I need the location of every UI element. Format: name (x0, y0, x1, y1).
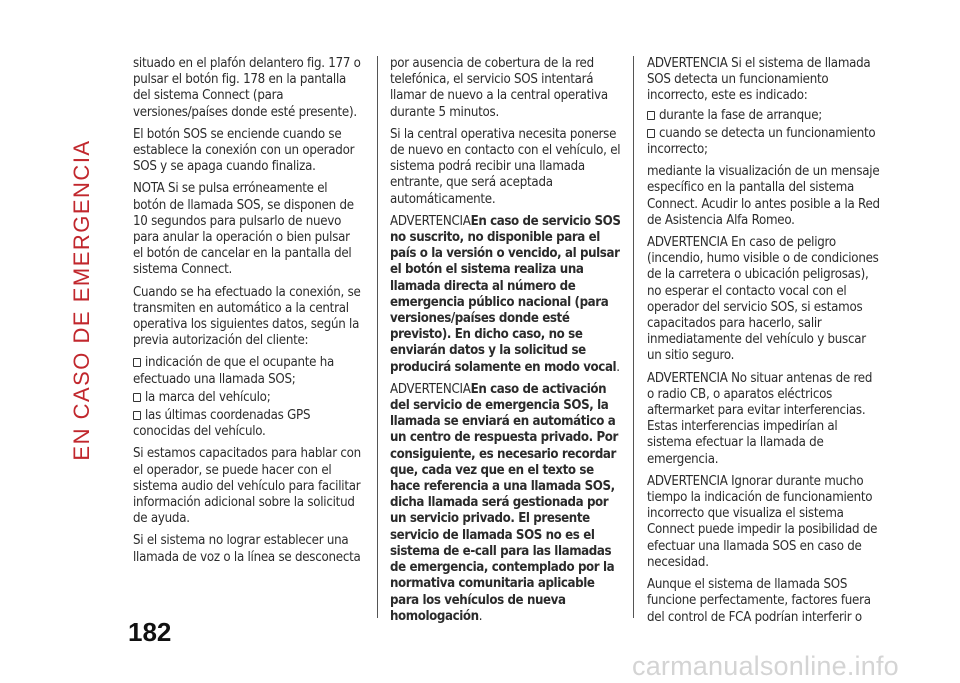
warning-text: En caso de activación del servicio de emergencia SOS, la llamada se enviará en automático a un centro de respuesta privado. Por consiguiente, es necesario recordar que, cada vez que en el texto se hace referencia a una llamada SOS, dicha llamada será gestionada por un servicio privado. El presente servicio de llamada SOS no es el sistema de e-call para las llamadas de emergencia, contemplado por la normativa comunitaria aplicable para los vehículos de nueva homologación (390, 381, 618, 624)
checkbox-bullet-icon (133, 358, 141, 367)
warning-end: . (478, 608, 483, 624)
warning-end: . (616, 359, 620, 375)
paragraph: mediante la visualización de un mensaje específico en la pantalla del sistema Connect. Acudir lo antes posible a la Red de Asistencia Alfa Romeo. (647, 164, 880, 228)
warning-paragraph: ADVERTENCIA Ignorar durante mucho tiempo la indicación de funcionamiento incorrecto que visualiza el sistema Connect puede impedir la posibilidad de efectuar una llamada SOS en caso de necesidad. (647, 473, 878, 570)
paragraph: situado en el plafón delantero fig. 177 o pulsar el botón fig. 178 en la pantalla del sistema Connect (para versiones/países donde esté presente). (133, 56, 361, 120)
warning-label: ADVERTENCIA (390, 213, 471, 229)
watermark: carmanualsonline.info (632, 651, 899, 681)
paragraph: Cuando se ha efectuado la conexión, se transmiten en automático a la central operativa los siguientes datos, según la previa autorización del cliente: (133, 284, 361, 349)
checkbox-bullet-icon (133, 411, 141, 420)
checkbox-bullet-icon (133, 393, 141, 402)
column-2 (390, 56, 622, 631)
checkbox-bullet-icon (647, 129, 655, 138)
bullet-list (647, 108, 881, 159)
warning-block (390, 382, 622, 625)
column-3 (647, 56, 881, 632)
paragraph: Si el sistema no lograr establecer una llamada de voz o la línea se desconecta (133, 533, 361, 565)
list-item (133, 408, 363, 440)
paragraph: El botón SOS se enciende cuando se establece la conexión con un operador SOS y se apaga cuando finaliza. (133, 126, 355, 175)
paragraph: Aunque el sistema de llamada SOS funcione perfectamente, factores fuera del control de FCA podrían interferir o (647, 577, 871, 625)
list-item-text: la marca del vehículo; (145, 389, 271, 405)
warning-label: ADVERTENCIA (390, 381, 471, 397)
list-item-text: las últimas coordenadas GPS conocidas del vehículo. (133, 408, 311, 440)
warning-text: En caso de servicio SOS no suscrito, no disponible para el país o la versión o vencido, al pulsar el botón el sistema realiza una llamada directa al número de emergencia público nacional (para versiones/países donde esté previsto). En dicho caso, no se enviarán datos y la solicitud se producirá solamente en modo vocal (390, 213, 621, 375)
column-divider (377, 56, 378, 618)
warning-block (390, 214, 622, 376)
paragraph: Si la central operativa necesita ponerse de nuevo en contacto con el vehículo, el sistema podrá recibir una llamada entrante, que será aceptada automáticamente. (390, 126, 621, 207)
warning-paragraph: ADVERTENCIA No situar antenas de red o radio CB, o aparatos eléctricos aftermarket para evitar interferencias. Estas interferencias impedirían al sistema efectuar la llamada de emergencia. (647, 370, 873, 467)
bullet-list (133, 355, 363, 440)
column-divider (633, 56, 634, 618)
page-number: 182 (128, 617, 172, 647)
list-item-text: durante la fase de arranque; (659, 107, 823, 123)
list-item (133, 390, 363, 406)
warning-paragraph: ADVERTENCIA Si el sistema de llamada SOS detecta un funcionamiento incorrecto, este es indicado: (647, 56, 871, 104)
list-item-text: indicación de que el ocupante ha efectuado una llamada SOS; (133, 355, 335, 387)
warning-paragraph: ADVERTENCIA En caso de peligro (incendio, humo visible o de condiciones de la carretera o ubicación peligrosas), no esperar el contacto vocal con el operador del servicio SOS, si estamos capacitados para hacerlo, salir inmediatamente del vehículo y buscar un sitio seguro. (647, 235, 879, 364)
note-paragraph: NOTA Si se pulsa erróneamente el botón de llamada SOS, se disponen de 10 segundos para pulsarlo de nuevo para anular la operación o bien pulsar el botón de cancelar en la pantalla del sistema Connect. (133, 181, 354, 278)
list-item-text: cuando se detecta un funcionamiento incorrecto; (647, 125, 876, 158)
paragraph: Si estamos capacitados para hablar con el operador, se puede hacer con el sistema audio del vehículo para facilitar información adicional sobre la solicitud de ayuda. (133, 446, 361, 527)
list-item (647, 108, 881, 124)
list-item (647, 126, 881, 158)
paragraph: por ausencia de cobertura de la red telefónica, el servicio SOS intentará llamar de nuevo a la central operativa durante 5 minutos. (390, 56, 608, 120)
section-title-text: EN CASO DE EMERGENCIA (69, 139, 94, 461)
column-1 (133, 56, 363, 572)
checkbox-bullet-icon (647, 111, 655, 120)
list-item (133, 355, 363, 387)
